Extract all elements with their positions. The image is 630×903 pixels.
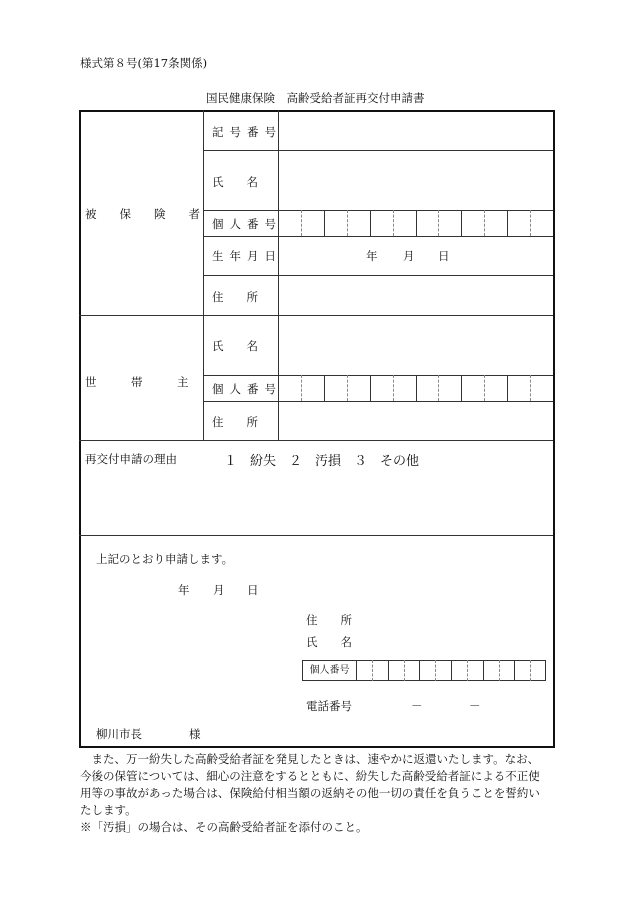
digit-box-divider [388, 660, 389, 681]
insured-address-label: 住 所 [212, 290, 258, 304]
digit-box-divider [484, 375, 485, 401]
digit-box-divider [530, 660, 531, 681]
digit-box-divider [461, 210, 462, 236]
statement: 上記のとおり申請します。 [96, 552, 234, 566]
digit-box-divider [507, 210, 508, 236]
digit-box-divider [393, 375, 394, 401]
householder-name-label: 氏 名 [212, 339, 258, 353]
digit-box-divider [499, 660, 500, 681]
digit-box-divider [372, 660, 373, 681]
digit-box-divider [483, 660, 484, 681]
pledge-line: また、万一紛失した高齢受給者証を発見したときは、速やかに返還いたします。なお、 [80, 752, 540, 766]
digit-box-divider [451, 660, 452, 681]
digit-box-divider [301, 375, 302, 401]
pledge-line: 今後の保管については、細心の注意をするとともに、紛失した高齢受給者証による不正使 [80, 769, 540, 783]
householder-personal-number-label: 個人番号 [212, 382, 282, 396]
digit-box-divider [530, 210, 531, 236]
householder-label: 世 帯 主 [85, 375, 189, 389]
digit-box-divider [370, 210, 371, 236]
digit-box-divider [416, 375, 417, 401]
form-title: 国民健康保険 高齢受給者証再交付申請書 [206, 91, 425, 105]
pledge-text [80, 751, 540, 836]
insured-personal-number-label: 個人番号 [212, 217, 282, 231]
digit-box-divider [435, 660, 436, 681]
date-day-unit: 日 [247, 583, 259, 597]
pledge-line: 用等の事故があった場合は、保険給付相当額の返納その他一切の責任を負うことを誓約い [80, 786, 540, 800]
digit-box-divider [467, 660, 468, 681]
birth-month-unit: 月 [403, 249, 415, 263]
symbol-number-label: 記号番号 [212, 125, 282, 139]
phone-separator-2: － [469, 699, 481, 713]
reason-options[interactable]: １ 紛失 ２ 汚損 ３ その他 [224, 454, 420, 469]
digit-box-divider [461, 375, 462, 401]
digit-box-divider [438, 210, 439, 236]
applicant-address-label: 住 所 [306, 613, 352, 627]
digit-box-divider [438, 375, 439, 401]
pledge-line: たします。 [80, 803, 137, 817]
digit-box-divider [530, 375, 531, 401]
digit-box-divider [484, 210, 485, 236]
birth-year-unit: 年 [366, 249, 378, 263]
digit-box-divider [419, 660, 420, 681]
birthdate-label: 生年月日 [212, 249, 282, 263]
date-month-unit: 月 [213, 583, 225, 597]
digit-box-divider [347, 210, 348, 236]
note: ※「汚損」の場合は、その高齢受給者証を添付のこと。 [80, 820, 368, 834]
applicant-personal-number-label: 個人番号 [302, 660, 357, 681]
form-number: 様式第８号(第17条関係) [80, 56, 208, 70]
digit-box-divider [324, 375, 325, 401]
reason-label: 再交付申請の理由 [85, 452, 177, 466]
digit-box-divider [416, 210, 417, 236]
insured-label: 被 保 険 者 [85, 207, 200, 221]
honorific: 様 [189, 727, 201, 741]
digit-box-divider [347, 375, 348, 401]
digit-box-divider [404, 660, 405, 681]
digit-box-divider [393, 210, 394, 236]
digit-box-divider [514, 660, 515, 681]
digit-box-divider [507, 375, 508, 401]
householder-address-label: 住 所 [212, 415, 258, 429]
digit-box-divider [370, 375, 371, 401]
insured-name-label: 氏 名 [212, 175, 258, 189]
digit-box-divider [324, 210, 325, 236]
applicant-name-label: 氏 名 [306, 635, 352, 649]
birth-day-unit: 日 [438, 249, 450, 263]
phone-separator-1: － [411, 699, 423, 713]
digit-box-divider [301, 210, 302, 236]
date-year-unit: 年 [178, 583, 190, 597]
phone-label: 電話番号 [306, 699, 352, 713]
symbol-number-field[interactable] [290, 124, 545, 140]
addressee: 柳川市長 [96, 727, 142, 741]
